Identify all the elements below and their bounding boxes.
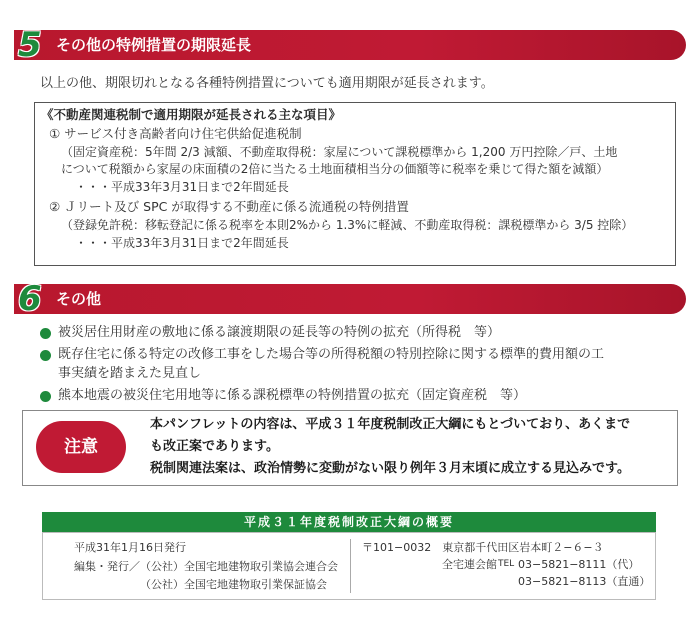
item-1-line-3: ・・・平成33年3月31日まで2年間延長: [75, 180, 289, 194]
item-2-line-1: （登録免許税：移転登記に係る税率を本則2%から 1.3%に軽減、不動産取得税：課税標準から 3/5 控除）: [61, 218, 634, 232]
bullet-2-text-line-2: 事実績を踏まえた見直し: [58, 366, 202, 381]
issued-date: 平成31年1月16日発行: [74, 541, 186, 554]
section-5-intro: 以上の他、期限切れとなる各種特例措置についても適用期限が延長されます。: [40, 76, 494, 91]
item-1-heading: ① サービス付き高齢者向け住宅供給促進税制: [49, 126, 302, 141]
section-5-title: その他の特例措置の期限延長: [56, 36, 252, 54]
section-6-title: その他: [56, 290, 102, 308]
item-2-heading: ② Ｊリート及び SPC が取得する不動産に係る流通税の特例措置: [49, 199, 409, 214]
bullet-dot: [40, 328, 51, 339]
note-line-2: も改正案であります。: [150, 439, 279, 454]
bullet-dot: [40, 350, 51, 361]
section-5-number: 5: [18, 25, 42, 65]
section-6-header-bar: [14, 279, 686, 319]
note-line-1: 本パンフレットの内容は、平成３１年度税制改正大綱にもとづいており、あくまで: [150, 417, 631, 432]
box-title: 《不動産関連税制で適用期限が延長される主な項目》: [41, 107, 342, 122]
postal-address: 〒101−0032 東京都千代田区岩本町２−６−３: [362, 541, 604, 554]
section-6-number: 6: [18, 279, 42, 319]
bullet-1-text: 被災居住用財産の敷地に係る譲渡期限の延長等の特例の拡充（所得税 等）: [58, 325, 501, 340]
tel-label: TEL: [498, 559, 515, 569]
bullet-2-text-line-1: 既存住宅に係る特定の改修工事をした場合等の所得税額の特別控除に関する標準的費用額の工: [58, 347, 605, 362]
item-1-line-2: について税額から家屋の床面積の2倍に当たる土地面積相当分の価額等に税率を乗じて得た額を減額）: [61, 162, 609, 176]
publisher-line-1: 編集・発行／（公社）全国宅地建物取引業協会連合会: [74, 560, 338, 573]
extension-items-box: [34, 102, 676, 266]
footer-title-bar: 平成３１年度税制改正大綱の概要: [42, 512, 656, 532]
item-1-line-1: （固定資産税：5年間 2/3 減額、不動産取得税：家屋について課税標準から 1,200 万円控除／戸、土地: [61, 145, 618, 159]
bullet-dot: [40, 391, 51, 402]
org-name: 全宅連会館: [442, 558, 497, 571]
note-badge: 注意: [36, 421, 126, 473]
footer-divider: [350, 539, 351, 593]
note-line-3: 税制関連法案は、政治情勢に変動がない限り例年３月末頃に成立する見込みです。: [150, 461, 630, 476]
tel-number-2: 03−5821−8113（直通）: [518, 575, 651, 588]
publisher-line-2: （公社）全国宅地建物取引業保証協会: [140, 578, 327, 591]
tel-number-1: 03−5821−8111（代）: [518, 558, 640, 571]
bullet-3-text: 熊本地震の被災住宅用地等に係る課税標準の特例措置の拡充（固定資産税 等）: [58, 388, 527, 403]
item-2-line-2: ・・・平成33年3月31日まで2年間延長: [75, 236, 289, 250]
